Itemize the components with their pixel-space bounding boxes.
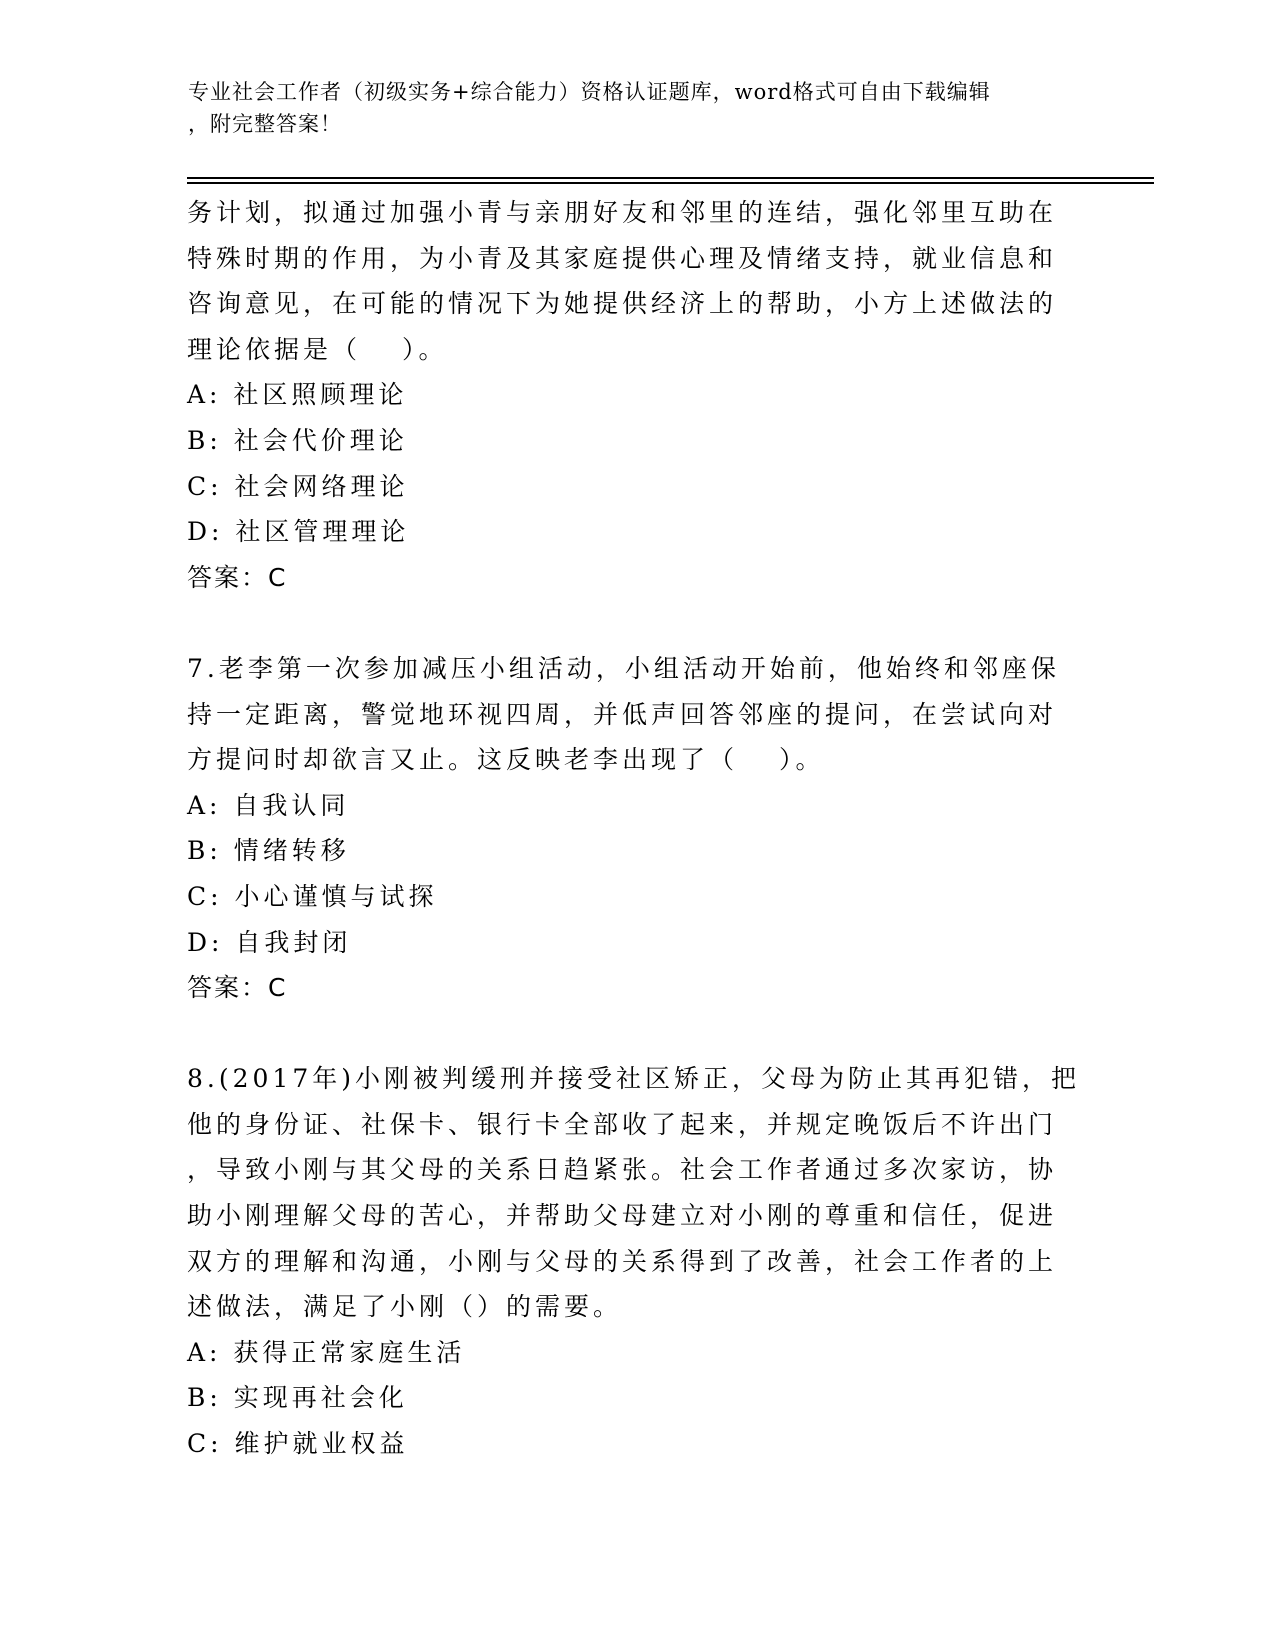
- question-6-stem-line-2: 特殊时期的作用，为小青及其家庭提供心理及情绪支持，就业信息和: [187, 243, 1058, 273]
- question-8-option-b: B: 实现再社会化: [187, 1383, 408, 1413]
- question-8-stem-line-5: 双方的理解和沟通，小刚与父母的关系得到了改善，社会工作者的上: [187, 1246, 1058, 1276]
- question-8-option-a: A: 获得正常家庭生活: [187, 1337, 466, 1367]
- question-7-option-c: C: 小心谨慎与试探: [187, 881, 438, 911]
- question-7-option-b: B: 情绪转移: [187, 836, 350, 866]
- question-6-option-d: D: 社区管理理论: [187, 517, 410, 547]
- question-6-option-a: A: 社区照顾理论: [187, 380, 408, 410]
- question-6-stem-line-4: 理论依据是（ ）。: [187, 334, 448, 364]
- question-6-stem-line-3: 咨询意见，在可能的情况下为她提供经济上的帮助，小方上述做法的: [187, 289, 1058, 319]
- question-8-stem-line-1: 8.(2017年)小刚被判缓刑并接受社区矫正，父母为防止其再犯错，把: [187, 1064, 1080, 1094]
- question-7-answer: 答案：C: [187, 973, 288, 1003]
- header-line-2: ，附完整答案！: [188, 112, 342, 136]
- question-6-answer: 答案：C: [187, 562, 288, 592]
- question-8: [187, 1056, 1080, 1466]
- question-8-stem-line-6: 述做法，满足了小刚（）的需要。: [187, 1292, 623, 1322]
- question-7-stem-line-3: 方提问时却欲言又止。这反映老李出现了（ ）。: [187, 745, 825, 775]
- question-8-stem-line-2: 他的身份证、社保卡、银行卡全部收了起来，并规定晚饭后不许出门: [187, 1109, 1058, 1139]
- question-7: [187, 646, 1067, 1011]
- header-divider-top: [187, 177, 1154, 179]
- question-7-stem-line-2: 持一定距离，警觉地环视四周，并低声回答邻座的提问，在尝试向对: [187, 699, 1058, 729]
- document-body: [187, 190, 1080, 1467]
- header-line-1: 专业社会工作者（初级实务+综合能力）资格认证题库，word格式可自由下载编辑: [188, 80, 991, 104]
- question-6-stem-line-1: 务计划，拟通过加强小青与亲朋好友和邻里的连结，强化邻里互助在: [187, 198, 1058, 227]
- question-8-option-c: C: 维护就业权益: [187, 1429, 409, 1459]
- question-7-option-d: D: 自我封闭: [187, 927, 352, 957]
- question-spacer: [187, 1011, 1067, 1057]
- question-8-stem-line-3: ，导致小刚与其父母的关系日趋紧张。社会工作者通过多次家访，协: [187, 1155, 1058, 1185]
- question-spacer: [187, 600, 1067, 646]
- question-7-option-a: A: 自我认同: [187, 790, 350, 820]
- document-header: [188, 76, 1088, 140]
- question-6-option-b: B: 社会代价理论: [187, 425, 408, 455]
- question-7-stem-line-1: 7.老李第一次参加减压小组活动，小组活动开始前，他始终和邻座保: [187, 653, 1060, 683]
- question-8-stem-line-4: 助小刚理解父母的苦心，并帮助父母建立对小刚的尊重和信任，促进: [187, 1201, 1058, 1231]
- question-6: [187, 190, 1067, 600]
- header-divider-bottom: [187, 182, 1154, 184]
- question-6-option-c: C: 社会网络理论: [187, 471, 409, 501]
